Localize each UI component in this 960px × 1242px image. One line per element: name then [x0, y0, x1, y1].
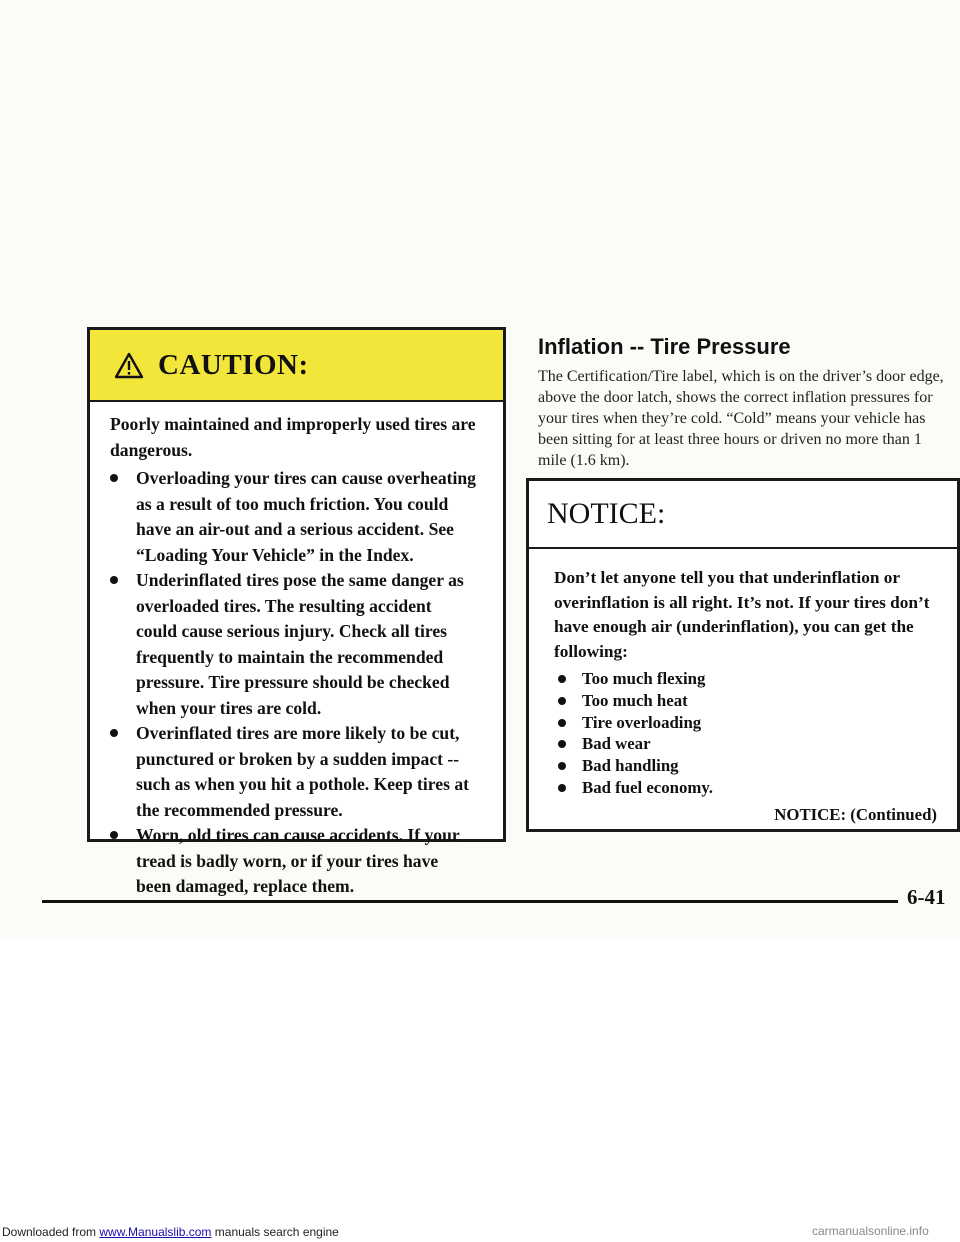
download-footer: Downloaded from www.Manualslib.com manuals search engine: [2, 1225, 339, 1239]
section-title: Inflation -- Tire Pressure: [538, 334, 791, 359]
bullet-icon: [558, 762, 566, 770]
notice-text: Don’t let anyone tell you that underinflation or overinflation is all right. It’s not. If your tires don’t have enough air (underinflation), you can get the following:: [554, 568, 930, 661]
bullet-icon: [110, 576, 118, 584]
footer-rule: [42, 900, 898, 903]
caution-bullet: Worn, old tires can cause accidents. If your tread is badly worn, or if your tires have been damaged, replace them.: [110, 823, 477, 900]
caution-intro: Poorly maintained and improperly used tires are dangerous.: [110, 414, 476, 460]
bullet-icon: [558, 675, 566, 683]
caution-bullet: Overloading your tires can cause overheating as a result of too much friction. You could have an air-out and a serious accident. See “Loading Your Vehicle” in the Index.: [110, 466, 477, 568]
notice-header: NOTICE:: [529, 481, 957, 549]
notice-continued: NOTICE: (Continued): [774, 804, 937, 824]
page-number: 6-41: [907, 885, 946, 909]
watermark-text: carmanualsonline.info: [812, 1224, 929, 1238]
notice-bullet: Bad fuel economy.: [554, 777, 937, 799]
caution-header: [90, 330, 503, 402]
notice-box: [526, 478, 960, 832]
caution-bullet: Overinflated tires are more likely to be cut, punctured or broken by a sudden impact -- such as when you hit a pothole. Keep tires at the recommended pressure.: [110, 721, 477, 823]
notice-bullet: Too much heat: [554, 690, 937, 712]
caution-box: [87, 327, 506, 896]
notice-bullet-list: [554, 668, 937, 799]
caution-bullet-list: [110, 466, 477, 900]
bullet-icon: [110, 474, 118, 482]
notice-bullet: Tire overloading: [554, 712, 937, 734]
notice-bullet: Bad wear: [554, 733, 937, 755]
bullet-icon: [110, 831, 118, 839]
bullet-icon: [558, 784, 566, 792]
notice-bullet: Too much flexing: [554, 668, 937, 690]
bullet-icon: [558, 719, 566, 727]
caution-body: [90, 402, 503, 900]
caution-bullet: Underinflated tires pose the same danger as overloaded tires. The resulting accident could cause serious injury. Check all tires frequently to maintain the recommended pressure. Tire pressure should be checked when your tires are cold.: [110, 568, 477, 721]
warning-triangle-icon: [114, 352, 144, 379]
caution-title: CAUTION:: [158, 348, 309, 381]
notice-body: [529, 549, 957, 827]
notice-bullet: Bad handling: [554, 755, 937, 777]
section-paragraph: The Certification/Tire label, which is on the driver’s door edge, above the door latch, shows the correct inflation pressures for your tires when they’re cold. “Cold” means your vehicle has been sitting for at least three hours or driven no more than 1 mile (1.6 km).: [538, 368, 944, 469]
bullet-icon: [558, 697, 566, 705]
bullet-icon: [558, 740, 566, 748]
bullet-icon: [110, 729, 118, 737]
manualslib-link[interactable]: www.Manualslib.com: [99, 1225, 212, 1239]
